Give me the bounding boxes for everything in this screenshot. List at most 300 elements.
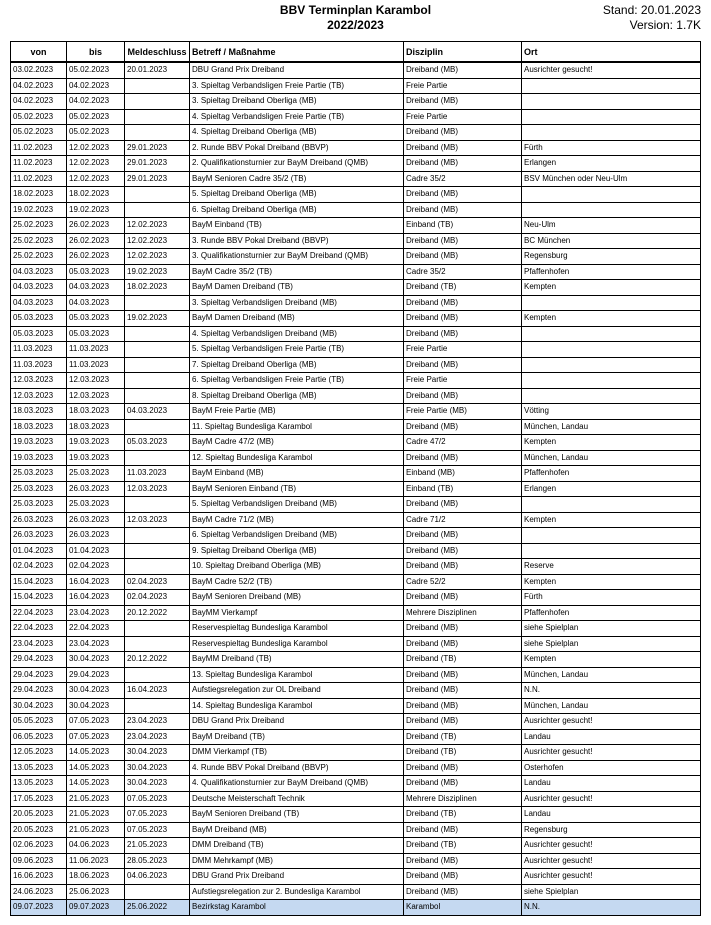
- cell-disziplin: Dreiband (MB): [404, 202, 522, 218]
- table-row: [11, 373, 701, 389]
- cell-ort: Kempten: [522, 574, 701, 590]
- cell-betreff: 13. Spieltag Bundesliga Karambol: [190, 667, 404, 683]
- table-body: [11, 62, 701, 915]
- cell-betreff: 4. Spieltag Dreiband Oberliga (MB): [190, 125, 404, 141]
- cell-meldeschluss: 30.04.2023: [125, 760, 190, 776]
- cell-meldeschluss: 07.05.2023: [125, 822, 190, 838]
- cell-bis: 23.04.2023: [67, 605, 125, 621]
- cell-meldeschluss: 30.04.2023: [125, 776, 190, 792]
- cell-bis: 04.03.2023: [67, 280, 125, 296]
- cell-disziplin: Dreiband (MB): [404, 419, 522, 435]
- cell-ort: [522, 187, 701, 203]
- cell-betreff: 4. Qualifikationsturnier zur BayM Dreiband (QMB): [190, 776, 404, 792]
- cell-disziplin: Dreiband (MB): [404, 249, 522, 265]
- cell-ort: Landau: [522, 807, 701, 823]
- cell-betreff: DBU Grand Prix Dreiband: [190, 869, 404, 885]
- cell-von: 04.02.2023: [11, 94, 67, 110]
- cell-bis: 12.03.2023: [67, 373, 125, 389]
- cell-betreff: 4. Spieltag Verbandsligen Freie Partie (TB): [190, 109, 404, 125]
- cell-ort: Ausrichter gesucht!: [522, 869, 701, 885]
- cell-disziplin: Dreiband (MB): [404, 528, 522, 544]
- cell-meldeschluss: [125, 543, 190, 559]
- version-label: Version: 1.7K: [629, 18, 701, 32]
- cell-betreff: 7. Spieltag Dreiband Oberliga (MB): [190, 357, 404, 373]
- cell-ort: Regensburg: [522, 249, 701, 265]
- table-row: [11, 621, 701, 637]
- cell-disziplin: Cadre 47/2: [404, 435, 522, 451]
- cell-disziplin: Einband (TB): [404, 218, 522, 234]
- table-row: [11, 357, 701, 373]
- cell-disziplin: Mehrere Disziplinen: [404, 791, 522, 807]
- cell-ort: [522, 78, 701, 94]
- cell-bis: 21.05.2023: [67, 807, 125, 823]
- cell-betreff: 6. Spieltag Verbandsligen Freie Partie (TB): [190, 373, 404, 389]
- cell-von: 09.07.2023: [11, 900, 67, 916]
- cell-von: 04.03.2023: [11, 280, 67, 296]
- cell-betreff: BayM Cadre 52/2 (TB): [190, 574, 404, 590]
- cell-bis: 26.02.2023: [67, 233, 125, 249]
- cell-von: 12.03.2023: [11, 373, 67, 389]
- table-row: [11, 574, 701, 590]
- cell-disziplin: Dreiband (TB): [404, 652, 522, 668]
- cell-von: 18.02.2023: [11, 187, 67, 203]
- document-title: BBV Terminplan Karambol: [279, 3, 432, 17]
- table-row: [11, 853, 701, 869]
- cell-disziplin: Dreiband (MB): [404, 853, 522, 869]
- cell-meldeschluss: [125, 109, 190, 125]
- cell-betreff: BayM Cadre 47/2 (MB): [190, 435, 404, 451]
- cell-ort: Ausrichter gesucht!: [522, 791, 701, 807]
- cell-von: 22.04.2023: [11, 605, 67, 621]
- cell-ort: siehe Spielplan: [522, 884, 701, 900]
- cell-betreff: Reservespieltag Bundesliga Karambol: [190, 636, 404, 652]
- table-row: [11, 559, 701, 575]
- cell-bis: 12.02.2023: [67, 140, 125, 156]
- table-row: [11, 62, 701, 78]
- cell-meldeschluss: [125, 187, 190, 203]
- table-row: [11, 435, 701, 451]
- table-row: [11, 791, 701, 807]
- cell-bis: 01.04.2023: [67, 543, 125, 559]
- cell-bis: 19.03.2023: [67, 450, 125, 466]
- cell-ort: Kempten: [522, 435, 701, 451]
- cell-von: 04.02.2023: [11, 78, 67, 94]
- cell-von: 13.05.2023: [11, 760, 67, 776]
- cell-meldeschluss: 11.03.2023: [125, 466, 190, 482]
- cell-meldeschluss: [125, 528, 190, 544]
- cell-disziplin: Dreiband (MB): [404, 683, 522, 699]
- cell-betreff: BayM Senioren Einband (TB): [190, 481, 404, 497]
- cell-betreff: 2. Qualifikationsturnier zur BayM Dreiband (QMB): [190, 156, 404, 172]
- cell-betreff: 9. Spieltag Dreiband Oberliga (MB): [190, 543, 404, 559]
- cell-bis: 05.03.2023: [67, 264, 125, 280]
- cell-meldeschluss: 25.06.2022: [125, 900, 190, 916]
- cell-meldeschluss: 12.03.2023: [125, 512, 190, 528]
- cell-ort: München, Landau: [522, 450, 701, 466]
- cell-von: 05.02.2023: [11, 125, 67, 141]
- cell-betreff: BayM Cadre 35/2 (TB): [190, 264, 404, 280]
- cell-betreff: BayM Senioren Dreiband (MB): [190, 590, 404, 606]
- cell-meldeschluss: 30.04.2023: [125, 745, 190, 761]
- cell-betreff: 6. Spieltag Verbandsligen Dreiband (MB): [190, 528, 404, 544]
- column-header-bis: bis: [67, 42, 125, 63]
- cell-ort: BC München: [522, 233, 701, 249]
- table-row: [11, 481, 701, 497]
- table-row: [11, 807, 701, 823]
- cell-von: 18.03.2023: [11, 419, 67, 435]
- table-row: [11, 636, 701, 652]
- cell-bis: 18.02.2023: [67, 187, 125, 203]
- cell-ort: Kempten: [522, 512, 701, 528]
- table-row: [11, 109, 701, 125]
- table-row: [11, 202, 701, 218]
- table-row: [11, 419, 701, 435]
- cell-meldeschluss: 02.04.2023: [125, 574, 190, 590]
- cell-betreff: BayMM Dreiband (TB): [190, 652, 404, 668]
- cell-bis: 05.03.2023: [67, 326, 125, 342]
- table-row: [11, 838, 701, 854]
- table-row: [11, 78, 701, 94]
- season-label: 2022/2023: [327, 18, 384, 32]
- cell-betreff: BayMM Vierkampf: [190, 605, 404, 621]
- cell-betreff: DMM Vierkampf (TB): [190, 745, 404, 761]
- cell-meldeschluss: 04.06.2023: [125, 869, 190, 885]
- cell-von: 18.03.2023: [11, 404, 67, 420]
- cell-meldeschluss: 28.05.2023: [125, 853, 190, 869]
- cell-disziplin: Dreiband (MB): [404, 667, 522, 683]
- table-row: [11, 326, 701, 342]
- table-row: [11, 745, 701, 761]
- cell-betreff: 3. Spieltag Verbandsligen Freie Partie (TB): [190, 78, 404, 94]
- cell-meldeschluss: [125, 667, 190, 683]
- table-row: [11, 311, 701, 327]
- table-row: [11, 264, 701, 280]
- cell-meldeschluss: 07.05.2023: [125, 791, 190, 807]
- cell-ort: [522, 326, 701, 342]
- cell-disziplin: Dreiband (MB): [404, 698, 522, 714]
- table-row: [11, 605, 701, 621]
- cell-meldeschluss: 12.03.2023: [125, 481, 190, 497]
- cell-von: 06.05.2023: [11, 729, 67, 745]
- cell-bis: 14.05.2023: [67, 745, 125, 761]
- cell-betreff: 14. Spieltag Bundesliga Karambol: [190, 698, 404, 714]
- cell-disziplin: Dreiband (MB): [404, 621, 522, 637]
- cell-bis: 11.03.2023: [67, 357, 125, 373]
- cell-disziplin: Cadre 35/2: [404, 264, 522, 280]
- cell-von: 11.02.2023: [11, 156, 67, 172]
- cell-von: 29.04.2023: [11, 652, 67, 668]
- cell-von: 05.02.2023: [11, 109, 67, 125]
- cell-betreff: 3. Runde BBV Pokal Dreiband (BBVP): [190, 233, 404, 249]
- cell-disziplin: Dreiband (MB): [404, 140, 522, 156]
- document-header: [0, 0, 711, 40]
- table-row: [11, 884, 701, 900]
- cell-disziplin: Dreiband (MB): [404, 388, 522, 404]
- cell-meldeschluss: 29.01.2023: [125, 171, 190, 187]
- cell-bis: 21.05.2023: [67, 822, 125, 838]
- table-row: [11, 528, 701, 544]
- cell-von: 30.04.2023: [11, 698, 67, 714]
- cell-disziplin: Dreiband (MB): [404, 62, 522, 78]
- cell-meldeschluss: [125, 636, 190, 652]
- cell-von: 19.03.2023: [11, 435, 67, 451]
- cell-ort: N.N.: [522, 683, 701, 699]
- cell-von: 11.02.2023: [11, 171, 67, 187]
- cell-betreff: BayM Senioren Dreiband (TB): [190, 807, 404, 823]
- cell-ort: Ausrichter gesucht!: [522, 838, 701, 854]
- cell-betreff: 3. Qualifikationsturnier zur BayM Dreiband (QMB): [190, 249, 404, 265]
- cell-bis: 25.06.2023: [67, 884, 125, 900]
- cell-betreff: BayM Einband (TB): [190, 218, 404, 234]
- cell-von: 12.05.2023: [11, 745, 67, 761]
- cell-meldeschluss: 29.01.2023: [125, 156, 190, 172]
- cell-bis: 14.05.2023: [67, 760, 125, 776]
- cell-ort: siehe Spielplan: [522, 636, 701, 652]
- cell-disziplin: Dreiband (MB): [404, 187, 522, 203]
- cell-bis: 26.02.2023: [67, 249, 125, 265]
- table-row: [11, 466, 701, 482]
- cell-ort: Regensburg: [522, 822, 701, 838]
- cell-meldeschluss: 20.01.2023: [125, 62, 190, 78]
- cell-disziplin: Dreiband (MB): [404, 156, 522, 172]
- cell-meldeschluss: 18.02.2023: [125, 280, 190, 296]
- cell-meldeschluss: [125, 295, 190, 311]
- cell-bis: 12.02.2023: [67, 171, 125, 187]
- cell-bis: 29.04.2023: [67, 667, 125, 683]
- cell-disziplin: Dreiband (TB): [404, 729, 522, 745]
- column-header-disziplin: Disziplin: [404, 42, 522, 63]
- cell-von: 25.03.2023: [11, 481, 67, 497]
- cell-meldeschluss: [125, 698, 190, 714]
- cell-betreff: 5. Spieltag Verbandsligen Freie Partie (TB): [190, 342, 404, 358]
- cell-disziplin: Dreiband (MB): [404, 125, 522, 141]
- cell-betreff: BayM Freie Partie (MB): [190, 404, 404, 420]
- cell-disziplin: Dreiband (MB): [404, 714, 522, 730]
- table-row: [11, 543, 701, 559]
- cell-ort: [522, 342, 701, 358]
- cell-meldeschluss: [125, 559, 190, 575]
- cell-betreff: Aufstiegsrelegation zur 2. Bundesliga Karambol: [190, 884, 404, 900]
- cell-bis: 25.03.2023: [67, 497, 125, 513]
- cell-betreff: 4. Runde BBV Pokal Dreiband (BBVP): [190, 760, 404, 776]
- cell-meldeschluss: [125, 621, 190, 637]
- cell-ort: Ausrichter gesucht!: [522, 62, 701, 78]
- cell-ort: Vötting: [522, 404, 701, 420]
- cell-ort: Fürth: [522, 590, 701, 606]
- cell-meldeschluss: 20.12.2022: [125, 605, 190, 621]
- cell-von: 13.05.2023: [11, 776, 67, 792]
- cell-ort: [522, 109, 701, 125]
- cell-disziplin: Dreiband (MB): [404, 776, 522, 792]
- table-row: [11, 187, 701, 203]
- table-row: [11, 450, 701, 466]
- table-row: [11, 714, 701, 730]
- cell-von: 05.05.2023: [11, 714, 67, 730]
- cell-von: 22.04.2023: [11, 621, 67, 637]
- cell-betreff: 3. Spieltag Dreiband Oberliga (MB): [190, 94, 404, 110]
- cell-meldeschluss: 07.05.2023: [125, 807, 190, 823]
- cell-disziplin: Mehrere Disziplinen: [404, 605, 522, 621]
- cell-betreff: 3. Spieltag Verbandsligen Dreiband (MB): [190, 295, 404, 311]
- cell-von: 05.03.2023: [11, 311, 67, 327]
- cell-betreff: 6. Spieltag Dreiband Oberliga (MB): [190, 202, 404, 218]
- cell-disziplin: Dreiband (MB): [404, 233, 522, 249]
- cell-disziplin: Einband (MB): [404, 466, 522, 482]
- table-row: [11, 125, 701, 141]
- cell-meldeschluss: 21.05.2023: [125, 838, 190, 854]
- cell-ort: [522, 543, 701, 559]
- cell-bis: 21.05.2023: [67, 791, 125, 807]
- cell-disziplin: Dreiband (TB): [404, 807, 522, 823]
- cell-von: 11.02.2023: [11, 140, 67, 156]
- cell-disziplin: Dreiband (MB): [404, 884, 522, 900]
- cell-ort: Pfaffenhofen: [522, 264, 701, 280]
- cell-von: 26.03.2023: [11, 512, 67, 528]
- cell-von: 29.04.2023: [11, 667, 67, 683]
- cell-ort: [522, 125, 701, 141]
- cell-bis: 02.04.2023: [67, 559, 125, 575]
- cell-betreff: 5. Spieltag Verbandsligen Dreiband (MB): [190, 497, 404, 513]
- cell-bis: 12.03.2023: [67, 388, 125, 404]
- cell-von: 16.06.2023: [11, 869, 67, 885]
- table-row: [11, 94, 701, 110]
- cell-bis: 07.05.2023: [67, 714, 125, 730]
- cell-bis: 04.03.2023: [67, 295, 125, 311]
- cell-von: 25.02.2023: [11, 233, 67, 249]
- table-row: [11, 249, 701, 265]
- cell-meldeschluss: 12.02.2023: [125, 233, 190, 249]
- cell-betreff: Deutsche Meisterschaft Technik: [190, 791, 404, 807]
- table-row: [11, 404, 701, 420]
- table-row: [11, 822, 701, 838]
- cell-disziplin: Freie Partie: [404, 373, 522, 389]
- cell-disziplin: Dreiband (MB): [404, 357, 522, 373]
- table-row: [11, 667, 701, 683]
- cell-meldeschluss: [125, 125, 190, 141]
- cell-betreff: 5. Spieltag Dreiband Oberliga (MB): [190, 187, 404, 203]
- cell-ort: N.N.: [522, 900, 701, 916]
- cell-bis: 09.07.2023: [67, 900, 125, 916]
- table-row: [11, 280, 701, 296]
- cell-disziplin: Dreiband (MB): [404, 636, 522, 652]
- cell-ort: München, Landau: [522, 667, 701, 683]
- column-header-betreff: Betreff / Maßnahme: [190, 42, 404, 63]
- stand-date: Stand: 20.01.2023: [602, 3, 701, 17]
- cell-meldeschluss: 23.04.2023: [125, 714, 190, 730]
- cell-bis: 18.03.2023: [67, 419, 125, 435]
- cell-meldeschluss: 16.04.2023: [125, 683, 190, 699]
- cell-disziplin: Dreiband (MB): [404, 869, 522, 885]
- cell-disziplin: Freie Partie: [404, 342, 522, 358]
- cell-meldeschluss: 12.02.2023: [125, 249, 190, 265]
- cell-ort: Landau: [522, 729, 701, 745]
- cell-von: 25.02.2023: [11, 249, 67, 265]
- cell-bis: 04.02.2023: [67, 78, 125, 94]
- cell-von: 24.06.2023: [11, 884, 67, 900]
- cell-von: 02.06.2023: [11, 838, 67, 854]
- cell-betreff: 10. Spieltag Dreiband Oberliga (MB): [190, 559, 404, 575]
- table-row: [11, 388, 701, 404]
- table-row: [11, 590, 701, 606]
- cell-disziplin: Dreiband (MB): [404, 497, 522, 513]
- cell-bis: 14.05.2023: [67, 776, 125, 792]
- cell-meldeschluss: [125, 419, 190, 435]
- cell-ort: [522, 373, 701, 389]
- cell-ort: [522, 202, 701, 218]
- cell-disziplin: Cadre 35/2: [404, 171, 522, 187]
- cell-disziplin: Dreiband (MB): [404, 450, 522, 466]
- cell-betreff: BayM Damen Dreiband (TB): [190, 280, 404, 296]
- cell-von: 05.03.2023: [11, 326, 67, 342]
- table-row: [11, 140, 701, 156]
- cell-meldeschluss: [125, 450, 190, 466]
- cell-von: 20.05.2023: [11, 807, 67, 823]
- cell-bis: 30.04.2023: [67, 652, 125, 668]
- cell-disziplin: Dreiband (MB): [404, 543, 522, 559]
- cell-von: 17.05.2023: [11, 791, 67, 807]
- cell-betreff: DMM Mehrkampf (MB): [190, 853, 404, 869]
- cell-von: 15.04.2023: [11, 590, 67, 606]
- cell-ort: Pfaffenhofen: [522, 466, 701, 482]
- table-row: [11, 342, 701, 358]
- cell-ort: [522, 497, 701, 513]
- table-row: [11, 683, 701, 699]
- cell-ort: Landau: [522, 776, 701, 792]
- cell-disziplin: Dreiband (MB): [404, 590, 522, 606]
- cell-betreff: DMM Dreiband (TB): [190, 838, 404, 854]
- cell-bis: 16.04.2023: [67, 590, 125, 606]
- cell-disziplin: Dreiband (MB): [404, 822, 522, 838]
- cell-von: 15.04.2023: [11, 574, 67, 590]
- cell-meldeschluss: [125, 357, 190, 373]
- cell-meldeschluss: [125, 884, 190, 900]
- cell-von: 29.04.2023: [11, 683, 67, 699]
- cell-betreff: BayM Einband (MB): [190, 466, 404, 482]
- cell-disziplin: Dreiband (MB): [404, 760, 522, 776]
- cell-ort: [522, 94, 701, 110]
- table-row: [11, 156, 701, 172]
- cell-meldeschluss: 12.02.2023: [125, 218, 190, 234]
- cell-bis: 30.04.2023: [67, 683, 125, 699]
- cell-ort: Ausrichter gesucht!: [522, 745, 701, 761]
- cell-ort: Ausrichter gesucht!: [522, 853, 701, 869]
- cell-von: 25.03.2023: [11, 497, 67, 513]
- table-row: [11, 652, 701, 668]
- cell-meldeschluss: 29.01.2023: [125, 140, 190, 156]
- cell-disziplin: Dreiband (TB): [404, 745, 522, 761]
- cell-disziplin: Einband (TB): [404, 481, 522, 497]
- cell-disziplin: Dreiband (TB): [404, 280, 522, 296]
- table-row: [11, 760, 701, 776]
- cell-bis: 05.02.2023: [67, 62, 125, 78]
- cell-ort: [522, 295, 701, 311]
- cell-von: 04.03.2023: [11, 264, 67, 280]
- cell-betreff: BayM Damen Dreiband (MB): [190, 311, 404, 327]
- cell-ort: Fürth: [522, 140, 701, 156]
- cell-ort: Pfaffenhofen: [522, 605, 701, 621]
- cell-von: 12.03.2023: [11, 388, 67, 404]
- cell-meldeschluss: 05.03.2023: [125, 435, 190, 451]
- cell-betreff: Reservespieltag Bundesliga Karambol: [190, 621, 404, 637]
- cell-bis: 11.03.2023: [67, 342, 125, 358]
- cell-bis: 23.04.2023: [67, 636, 125, 652]
- cell-von: 01.04.2023: [11, 543, 67, 559]
- column-header-meldeschluss: Meldeschluss: [125, 42, 190, 63]
- cell-ort: Kempten: [522, 311, 701, 327]
- cell-ort: [522, 388, 701, 404]
- cell-betreff: Aufstiegsrelegation zur OL Dreiband: [190, 683, 404, 699]
- cell-disziplin: Dreiband (MB): [404, 295, 522, 311]
